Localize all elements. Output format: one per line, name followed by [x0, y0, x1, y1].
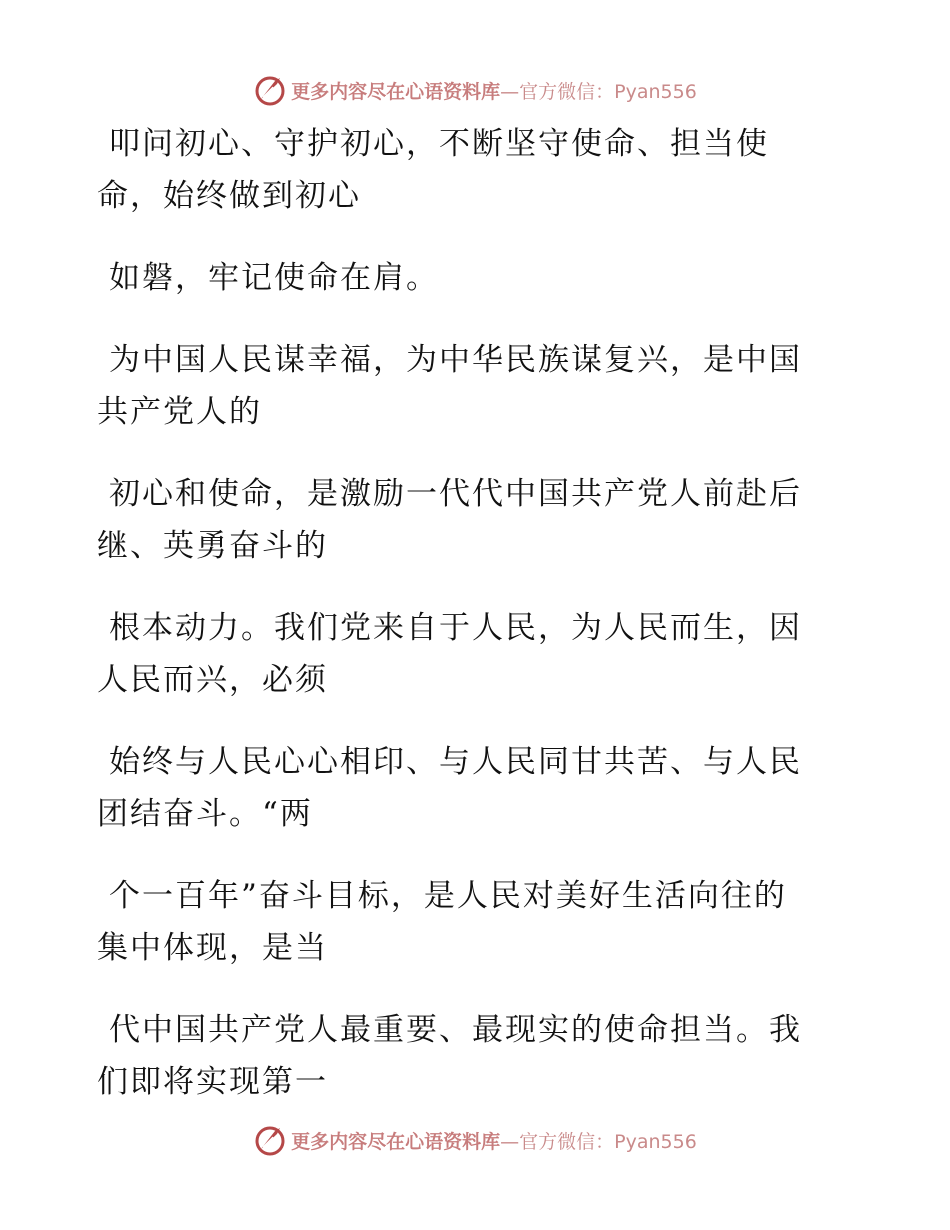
text-line: 团结奋斗。“两: [97, 796, 313, 832]
feather-pen-logo-icon: [253, 73, 287, 107]
paragraph: [97, 118, 827, 222]
watermark-wechat: 官方微信：Pyan556: [519, 1130, 697, 1153]
paragraph: [97, 334, 827, 438]
footer-watermark: [0, 1120, 950, 1160]
text-line: 们即将实现第一: [97, 1064, 328, 1100]
watermark-wechat: 官方微信：Pyan556: [519, 80, 697, 103]
watermark-separator: —: [500, 1130, 520, 1153]
watermark-site: 更多内容尽在心语资料库: [291, 80, 501, 103]
paragraph: [97, 602, 827, 706]
paragraph: [97, 870, 827, 974]
text-line: 根本动力。我们党来自于人民，为人民而生，因: [109, 610, 802, 646]
text-line: 叩问初心、守护初心，不断坚守使命、担当使: [109, 126, 769, 162]
text-line: 始终与人民心心相印、与人民同甘共苦、与人民: [109, 744, 802, 780]
text-line: 继、英勇奋斗的: [97, 528, 328, 564]
watermark-site: 更多内容尽在心语资料库: [291, 1130, 501, 1153]
text-line: 为中国人民谋幸福，为中华民族谋复兴，是中国: [109, 342, 802, 378]
text-line: 个一百年”奋斗目标，是人民对美好生活向往的: [109, 878, 787, 914]
text-line: 如磐，牢记使命在肩。: [109, 260, 439, 296]
text-line: 命，始终做到初心: [97, 178, 361, 214]
text-line: 共产党人的: [97, 394, 262, 430]
paragraph: [97, 1004, 827, 1108]
feather-pen-logo-icon: [253, 1123, 287, 1157]
text-line: 初心和使命，是激励一代代中国共产党人前赴后: [109, 476, 802, 512]
paragraph: [97, 252, 827, 304]
text-line: 集中体现，是当: [97, 930, 328, 966]
text-line: 人民而兴，必须: [97, 662, 328, 698]
paragraph: [97, 736, 827, 840]
header-watermark: [0, 70, 950, 110]
text-line: 代中国共产党人最重要、最现实的使命担当。我: [109, 1012, 802, 1048]
watermark-separator: —: [500, 80, 520, 103]
paragraph: [97, 468, 827, 572]
document-body: [97, 118, 827, 1138]
